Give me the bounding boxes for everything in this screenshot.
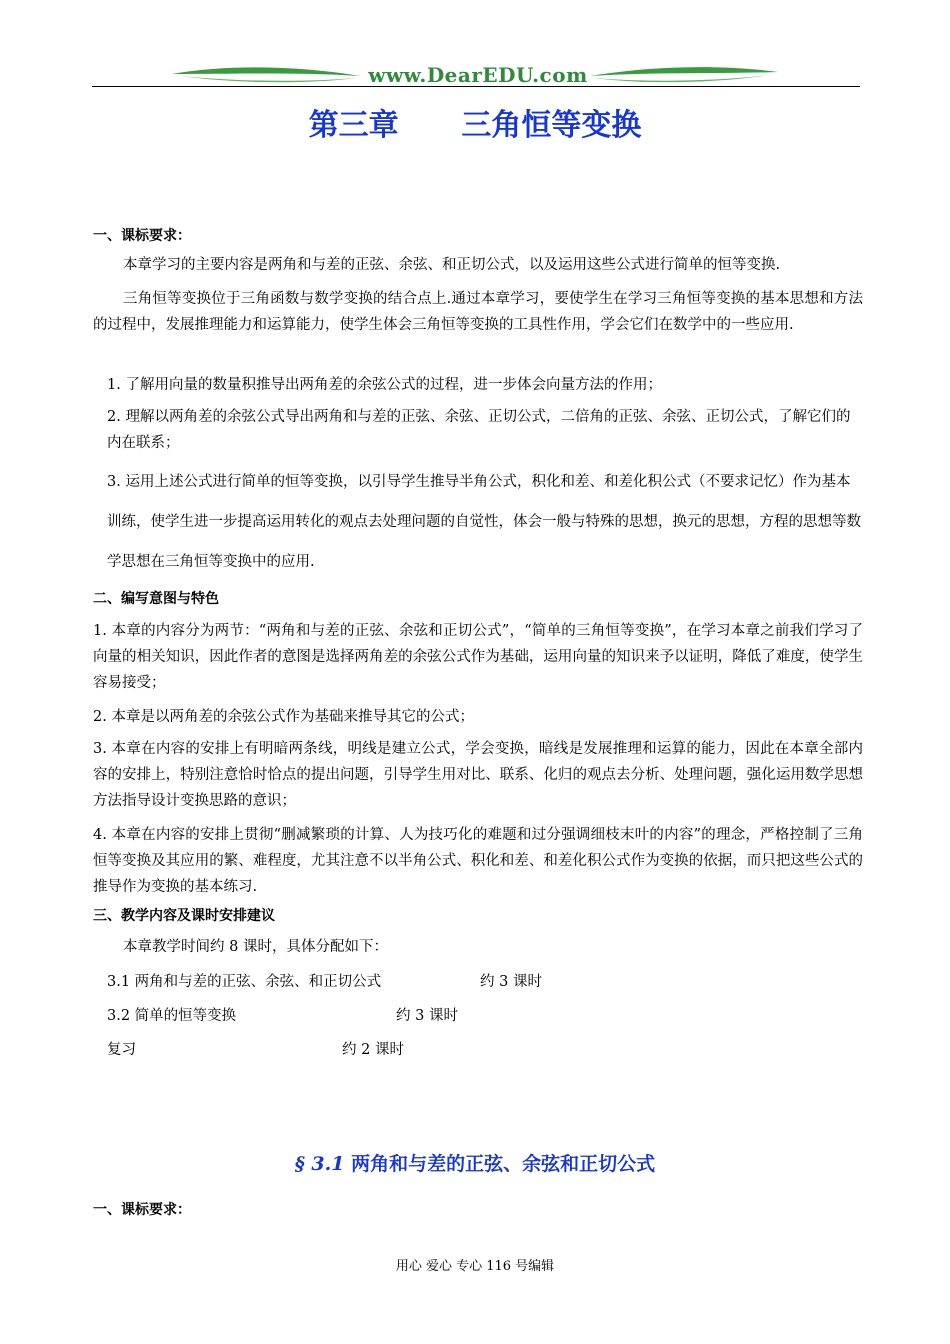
section-heading-schedule: 三、教学内容及课时安排建议 (93, 908, 275, 924)
section-heading-intent: 二、编写意图与特色 (93, 591, 219, 607)
chapter-title: 第三章 三角恒等变换 (308, 108, 642, 143)
list-item: 3. 运用上述公式进行简单的恒等变换，以引导学生推导半角公式，积化和差、和差化积公式（不要求记忆）作为基本训练，使学生进一步提高运用转化的观点去处理问题的自觉性，体会一般与特殊的思想，换元的思想，方程的思想等数学思想在三角恒等变换中的应用. (107, 474, 861, 570)
list-item: 1. 了解用向量的数量积推导出两角差的余弦公式的过程，进一步体会向量方法的作用； (107, 377, 662, 393)
list-item: 1. 本章的内容分为两节：“两角和与差的正弦、余弦和正切公式”，“简单的三角恒等变换”，在学习本章之前我们学习了向量的相关知识，因此作者的意图是选择两角差的余弦公式作为基础，运用向量的知识来予以证明，降低了难度，使学生容易接受； (93, 623, 863, 691)
subsection-title (0, 1150, 950, 1178)
schedule-topic: 3.1 两角和与差的正弦、余弦、和正切公式 (107, 974, 382, 990)
section-symbol: § 3.1 (294, 1153, 345, 1175)
page-footer: 用心 爱心 专心 116 号编辑 (395, 1259, 555, 1274)
list-item: 2. 理解以两角差的余弦公式导出两角和与差的正弦、余弦、正切公式，二倍角的正弦、余弦、正切公式，了解它们的内在联系； (107, 409, 851, 451)
schedule-hours: 约 3 课时 (480, 974, 542, 990)
header-logo (170, 62, 780, 88)
schedule-topic: 复习 (107, 1042, 136, 1058)
list-item: 2. 本章是以两角差的余弦公式作为基础来推导其它的公式； (93, 709, 474, 725)
paragraph: 本章学习的主要内容是两角和与差的正弦、余弦、和正切公式，以及运用这些公式进行简单的恒等变换. (123, 257, 781, 273)
list-item: 3. 本章在内容的安排上有明暗两条线，明线是建立公式，学会变换，暗线是发展推理和运算的能力，因此在本章全部内容的安排上，特别注意恰时恰点的提出问题，引导学生用对比、联系、化归的观点去分析、处理问题，强化运用数学思想方法指导设计变换思路的意识； (93, 741, 863, 809)
section-heading-standards-2: 一、课标要求： (93, 1202, 191, 1218)
section-heading-standards: 一、课标要求： (93, 228, 191, 244)
schedule-intro: 本章教学时间约 8 课时，具体分配如下： (123, 939, 388, 955)
logo-text: www.DearEDU.com (368, 63, 588, 87)
schedule-hours: 约 2 课时 (342, 1042, 404, 1058)
paragraph: 三角恒等变换位于三角函数与数学变换的结合点上.通过本章学习，要使学生在学习三角恒等变换的基本思想和方法的过程中，发展推理能力和运算能力，使学生体会三角恒等变换的工具性作用，学会它们在数学中的一些应用. (93, 291, 863, 333)
header-rule (92, 86, 860, 87)
schedule-topic: 3.2 简单的恒等变换 (107, 1008, 237, 1024)
subsection-title-text: 两角和与差的正弦、余弦和正切公式 (351, 1153, 656, 1175)
list-item: 4. 本章在内容的安排上贯彻“删减繁琐的计算、人为技巧化的难题和过分强调细枝末叶的内容”的理念，严格控制了三角恒等变换及其应用的繁、难程度，尤其注意不以半角公式、积化和差、和差化积公式作为变换的依据，而只把这些公式的推导作为变换的基本练习. (93, 827, 863, 895)
schedule-hours: 约 3 课时 (396, 1008, 458, 1024)
